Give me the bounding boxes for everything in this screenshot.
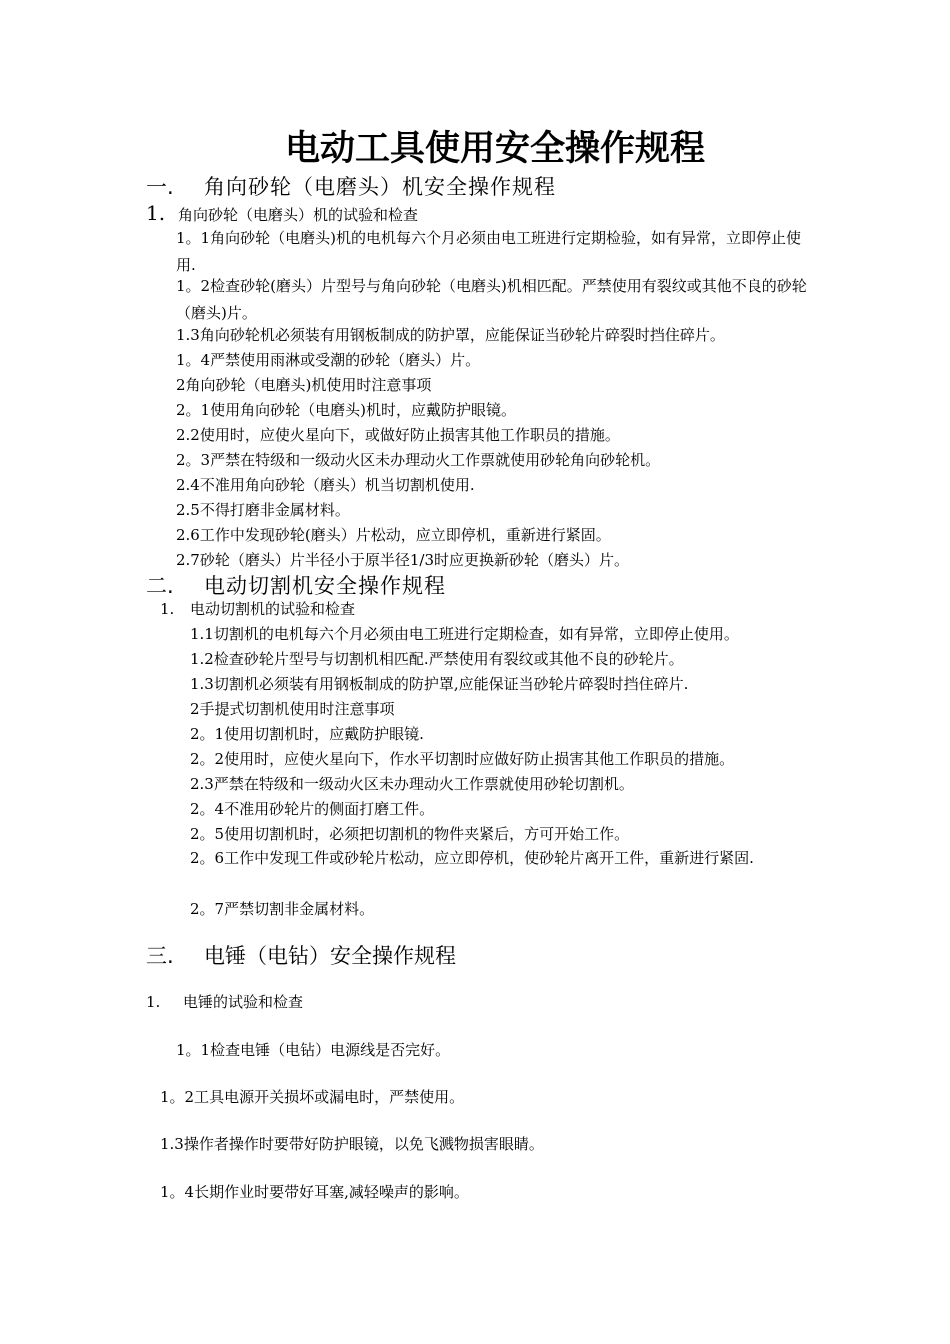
s1-p12: 2.7砂轮（磨头）片半径小于原半径1/3时应更换新砂轮（磨头）片。 [176, 551, 629, 569]
s1-p3: 1.3角向砂轮机必须装有用钢板制成的防护罩，应能保证当砂轮片碎裂时挡住碎片。 [176, 326, 725, 344]
s2-p5: 2。1使用切割机时，应戴防护眼镜. [190, 725, 424, 743]
section-1-sub-title: 角向砂轮（电磨头）机的试验和检查 [178, 206, 419, 224]
s2-p2: 1.2检查砂轮片型号与切割机相匹配.严禁使用有裂纹或其他不良的砂轮片。 [190, 650, 684, 668]
s2-p11: 2。7严禁切割非金属材料。 [190, 900, 375, 918]
s2-p1: 1.1切割机的电机每六个月必须由电工班进行定期检查，如有异常，立即停止使用。 [190, 625, 739, 643]
s3-p4: 1。4长期作业时要带好耳塞,减轻噪声的影响。 [160, 1183, 469, 1201]
s3-p3: 1.3操作者操作时要带好防护眼镜，以免飞溅物损害眼睛。 [160, 1135, 544, 1153]
section-2-sub-title: 电动切割机的试验和检查 [190, 600, 356, 618]
section-1-sub-number: 1. [146, 201, 166, 225]
section-2-number: 二. [146, 574, 174, 598]
section-3-heading [146, 942, 456, 970]
s2-p9: 2。5使用切割机时，必须把切割机的物件夹紧后，方可开始工作。 [190, 825, 630, 843]
section-3-sub-title: 电锤的试验和检查 [183, 993, 304, 1011]
section-2-sub-number: 1. [160, 600, 175, 618]
s1-p5: 2角向砂轮（电磨头)机使用时注意事项 [176, 376, 432, 394]
section-1-number: 一. [146, 175, 174, 199]
s1-p7: 2.2使用时，应使火星向下，或做好防止损害其他工作职员的措施。 [176, 426, 620, 444]
s1-p11: 2.6工作中发现砂轮(磨头）片松动，应立即停机，重新进行紧固。 [176, 526, 611, 544]
s1-p6: 2。1使用角向砂轮（电磨头)机时，应戴防护眼镜。 [176, 401, 516, 419]
s1-p1: 1。1角向砂轮（电磨头)机的电机每六个月必须由电工班进行定期检验，如有异常，立即停止使用. [176, 229, 801, 274]
s1-p4: 1。4严禁使用雨淋或受潮的砂轮（磨头）片。 [176, 351, 481, 369]
s2-p7: 2.3严禁在特级和一级动火区未办理动火工作票就使用砂轮切割机。 [190, 775, 634, 793]
s2-p4: 2手提式切割机使用时注意事项 [190, 700, 395, 718]
s3-p2: 1。2工具电源开关损坏或漏电时，严禁使用。 [160, 1088, 465, 1106]
section-2-title: 电动切割机安全操作规程 [204, 574, 446, 598]
section-3-sub [146, 991, 303, 1013]
s1-p8: 2。3严禁在特级和一级动火区未办理动火工作票就使用砂轮角向砂轮机。 [176, 451, 661, 469]
section-1-heading [146, 173, 556, 201]
section-2-heading [146, 572, 446, 600]
s2-p10: 2。6工作中发现工件或砂轮片松动，应立即停机，使砂轮片离开工件，重新进行紧固. [190, 849, 754, 867]
s1-p9: 2.4不准用角向砂轮（磨头）机当切割机使用. [176, 476, 475, 494]
s3-p1: 1。1检查电锤（电钻）电源线是否完好。 [176, 1041, 451, 1059]
section-1-title: 角向砂轮（电磨头）机安全操作规程 [204, 175, 556, 199]
section-3-sub-number: 1. [146, 993, 161, 1011]
document-title: 电动工具使用安全操作规程 [284, 129, 705, 169]
s2-p3: 1.3切割机必须装有用钢板制成的防护罩,应能保证当砂轮片碎裂时挡住碎片. [190, 675, 689, 693]
s2-p6: 2。2使用时，应使火星向下，作水平切割时应做好防止损害其他工作职员的措施。 [190, 750, 735, 768]
section-3-title: 电锤（电钻）安全操作规程 [204, 944, 456, 968]
section-1-sub [146, 202, 418, 226]
s1-p2: 1。2检查砂轮(磨头）片型号与角向砂轮（电磨头)机相匹配。严禁使用有裂纹或其他不良的砂轮（磨头)片。 [176, 277, 807, 322]
s2-p8: 2。4不准用砂轮片的侧面打磨工件。 [190, 800, 435, 818]
s1-p10: 2.5不得打磨非金属材料。 [176, 501, 350, 519]
section-2-sub [160, 598, 355, 620]
section-3-number: 三. [146, 944, 174, 968]
